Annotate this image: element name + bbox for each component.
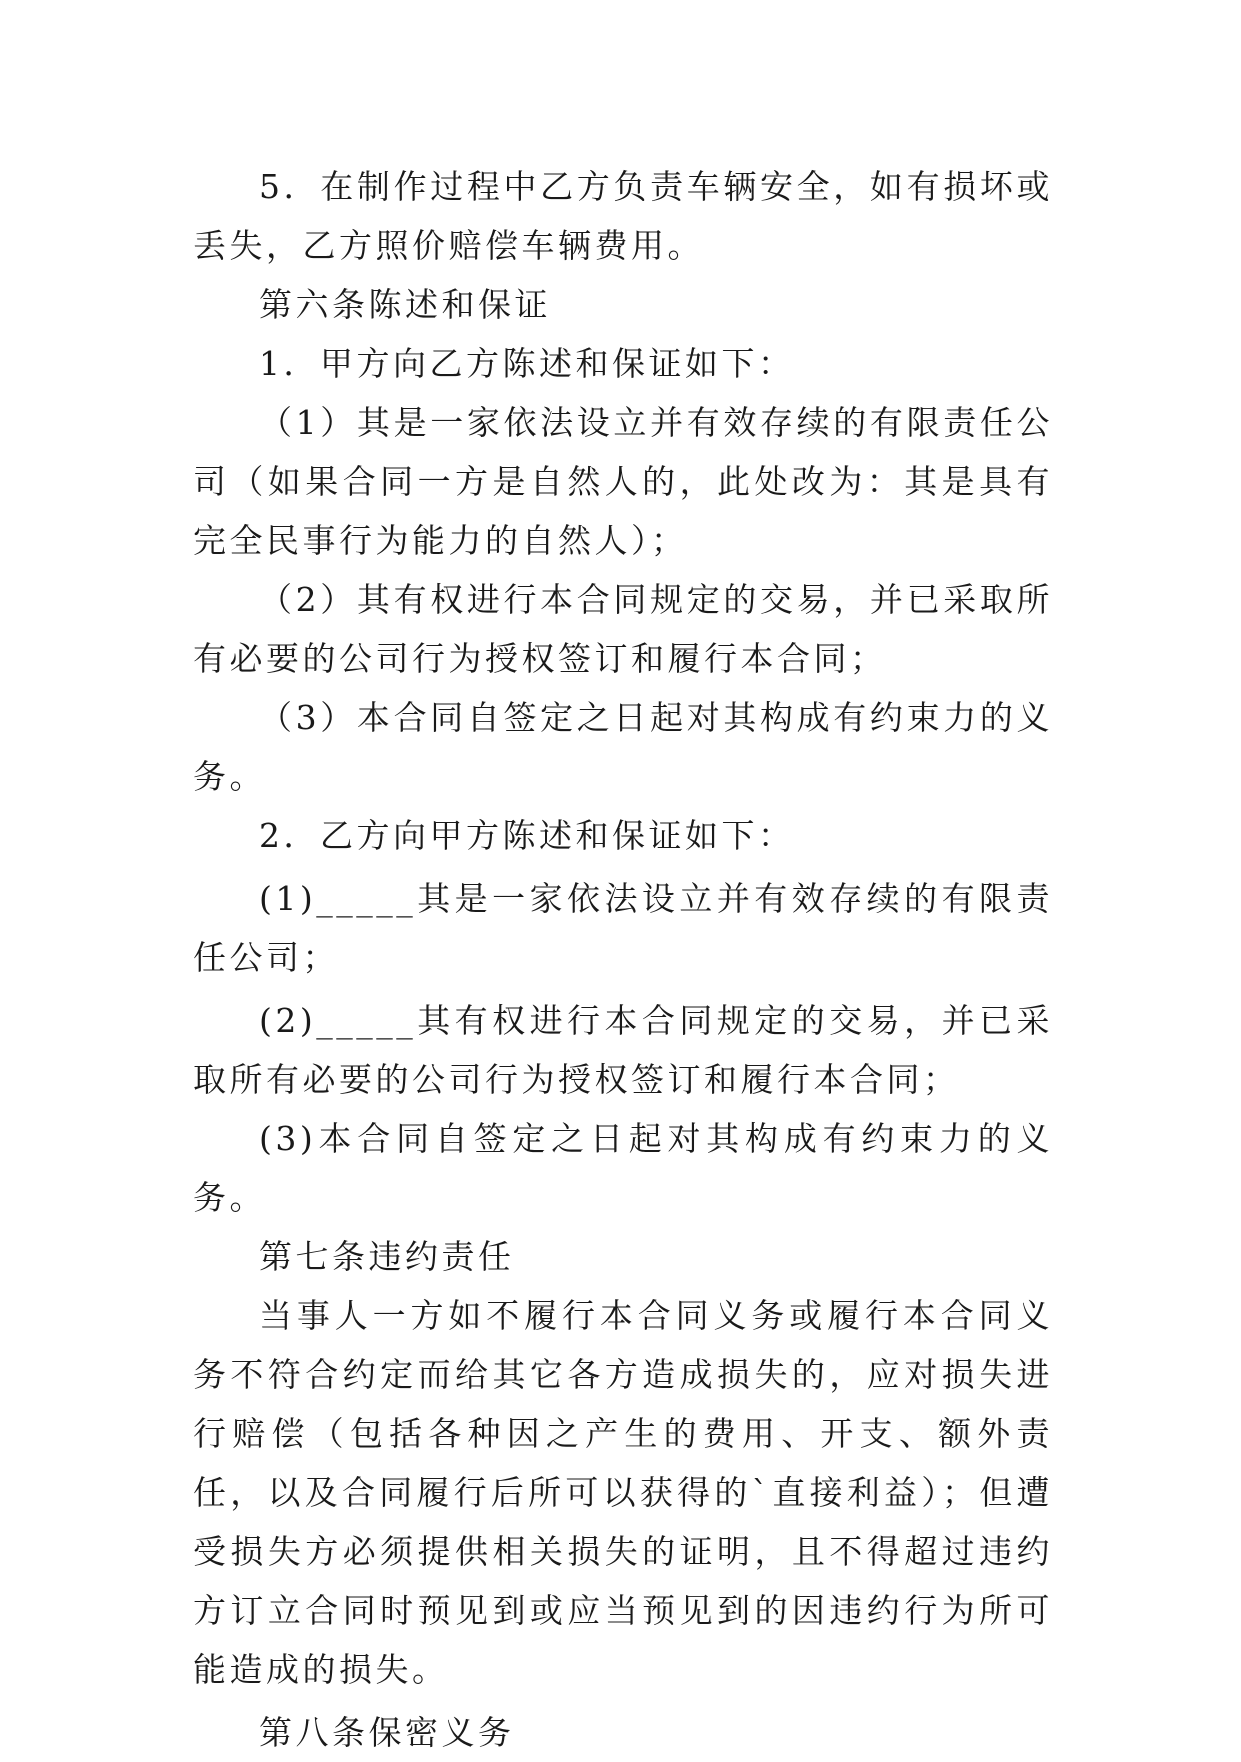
- article-7-heading: 第七条违约责任: [259, 1237, 515, 1276]
- paragraph-party-a-warranty-2: （2）其有权进行本合同规定的交易，并已采取所有必要的公司行为授权签订和履行本合同；: [193, 580, 1053, 678]
- document-body: [193, 157, 1053, 1762]
- paragraph-party-b-warranty-2: (2)_____其有权进行本合同规定的交易，并已采取所有必要的公司行为授权签订和履行本合同；: [193, 1001, 1053, 1099]
- article-8-heading: 第八条保密义务: [259, 1713, 515, 1752]
- paragraph-party-b-warranties: 2．乙方向甲方陈述和保证如下：: [259, 816, 795, 855]
- paragraph-party-a-warranty-3: （3）本合同自签定之日起对其构成有约束力的义务。: [193, 698, 1053, 796]
- paragraph-party-b-warranty-3: (3)本合同自签定之日起对其构成有约束力的义务。: [193, 1119, 1053, 1217]
- paragraph-party-a-warranty-1: （1）其是一家依法设立并有效存续的有限责任公司（如果合同一方是自然人的，此处改为：其是具有完全民事行为能力的自然人）；: [193, 403, 1053, 560]
- paragraph-party-b-warranty-1: (1)_____其是一家依法设立并有效存续的有限责任公司；: [193, 879, 1053, 977]
- paragraph-item-5: 5．在制作过程中乙方负责车辆安全，如有损坏或丢失，乙方照价赔偿车辆费用。: [193, 167, 1053, 265]
- paragraph-party-a-warranties: 1．甲方向乙方陈述和保证如下：: [259, 344, 795, 383]
- paragraph-breach-liability: 当事人一方如不履行本合同义务或履行本合同义务不符合约定而给其它各方造成损失的，应对损失进行赔偿（包括各种因之产生的费用、开支、额外责任，以及合同履行后所可以获得的`直接利益）；但遭受损失方必须提供相关损失的证明，且不得超过违约方订立合同时预见到或应当预见到的因违约行为所可能造成的损失。: [193, 1296, 1053, 1689]
- article-6-heading: 第六条陈述和保证: [259, 285, 551, 324]
